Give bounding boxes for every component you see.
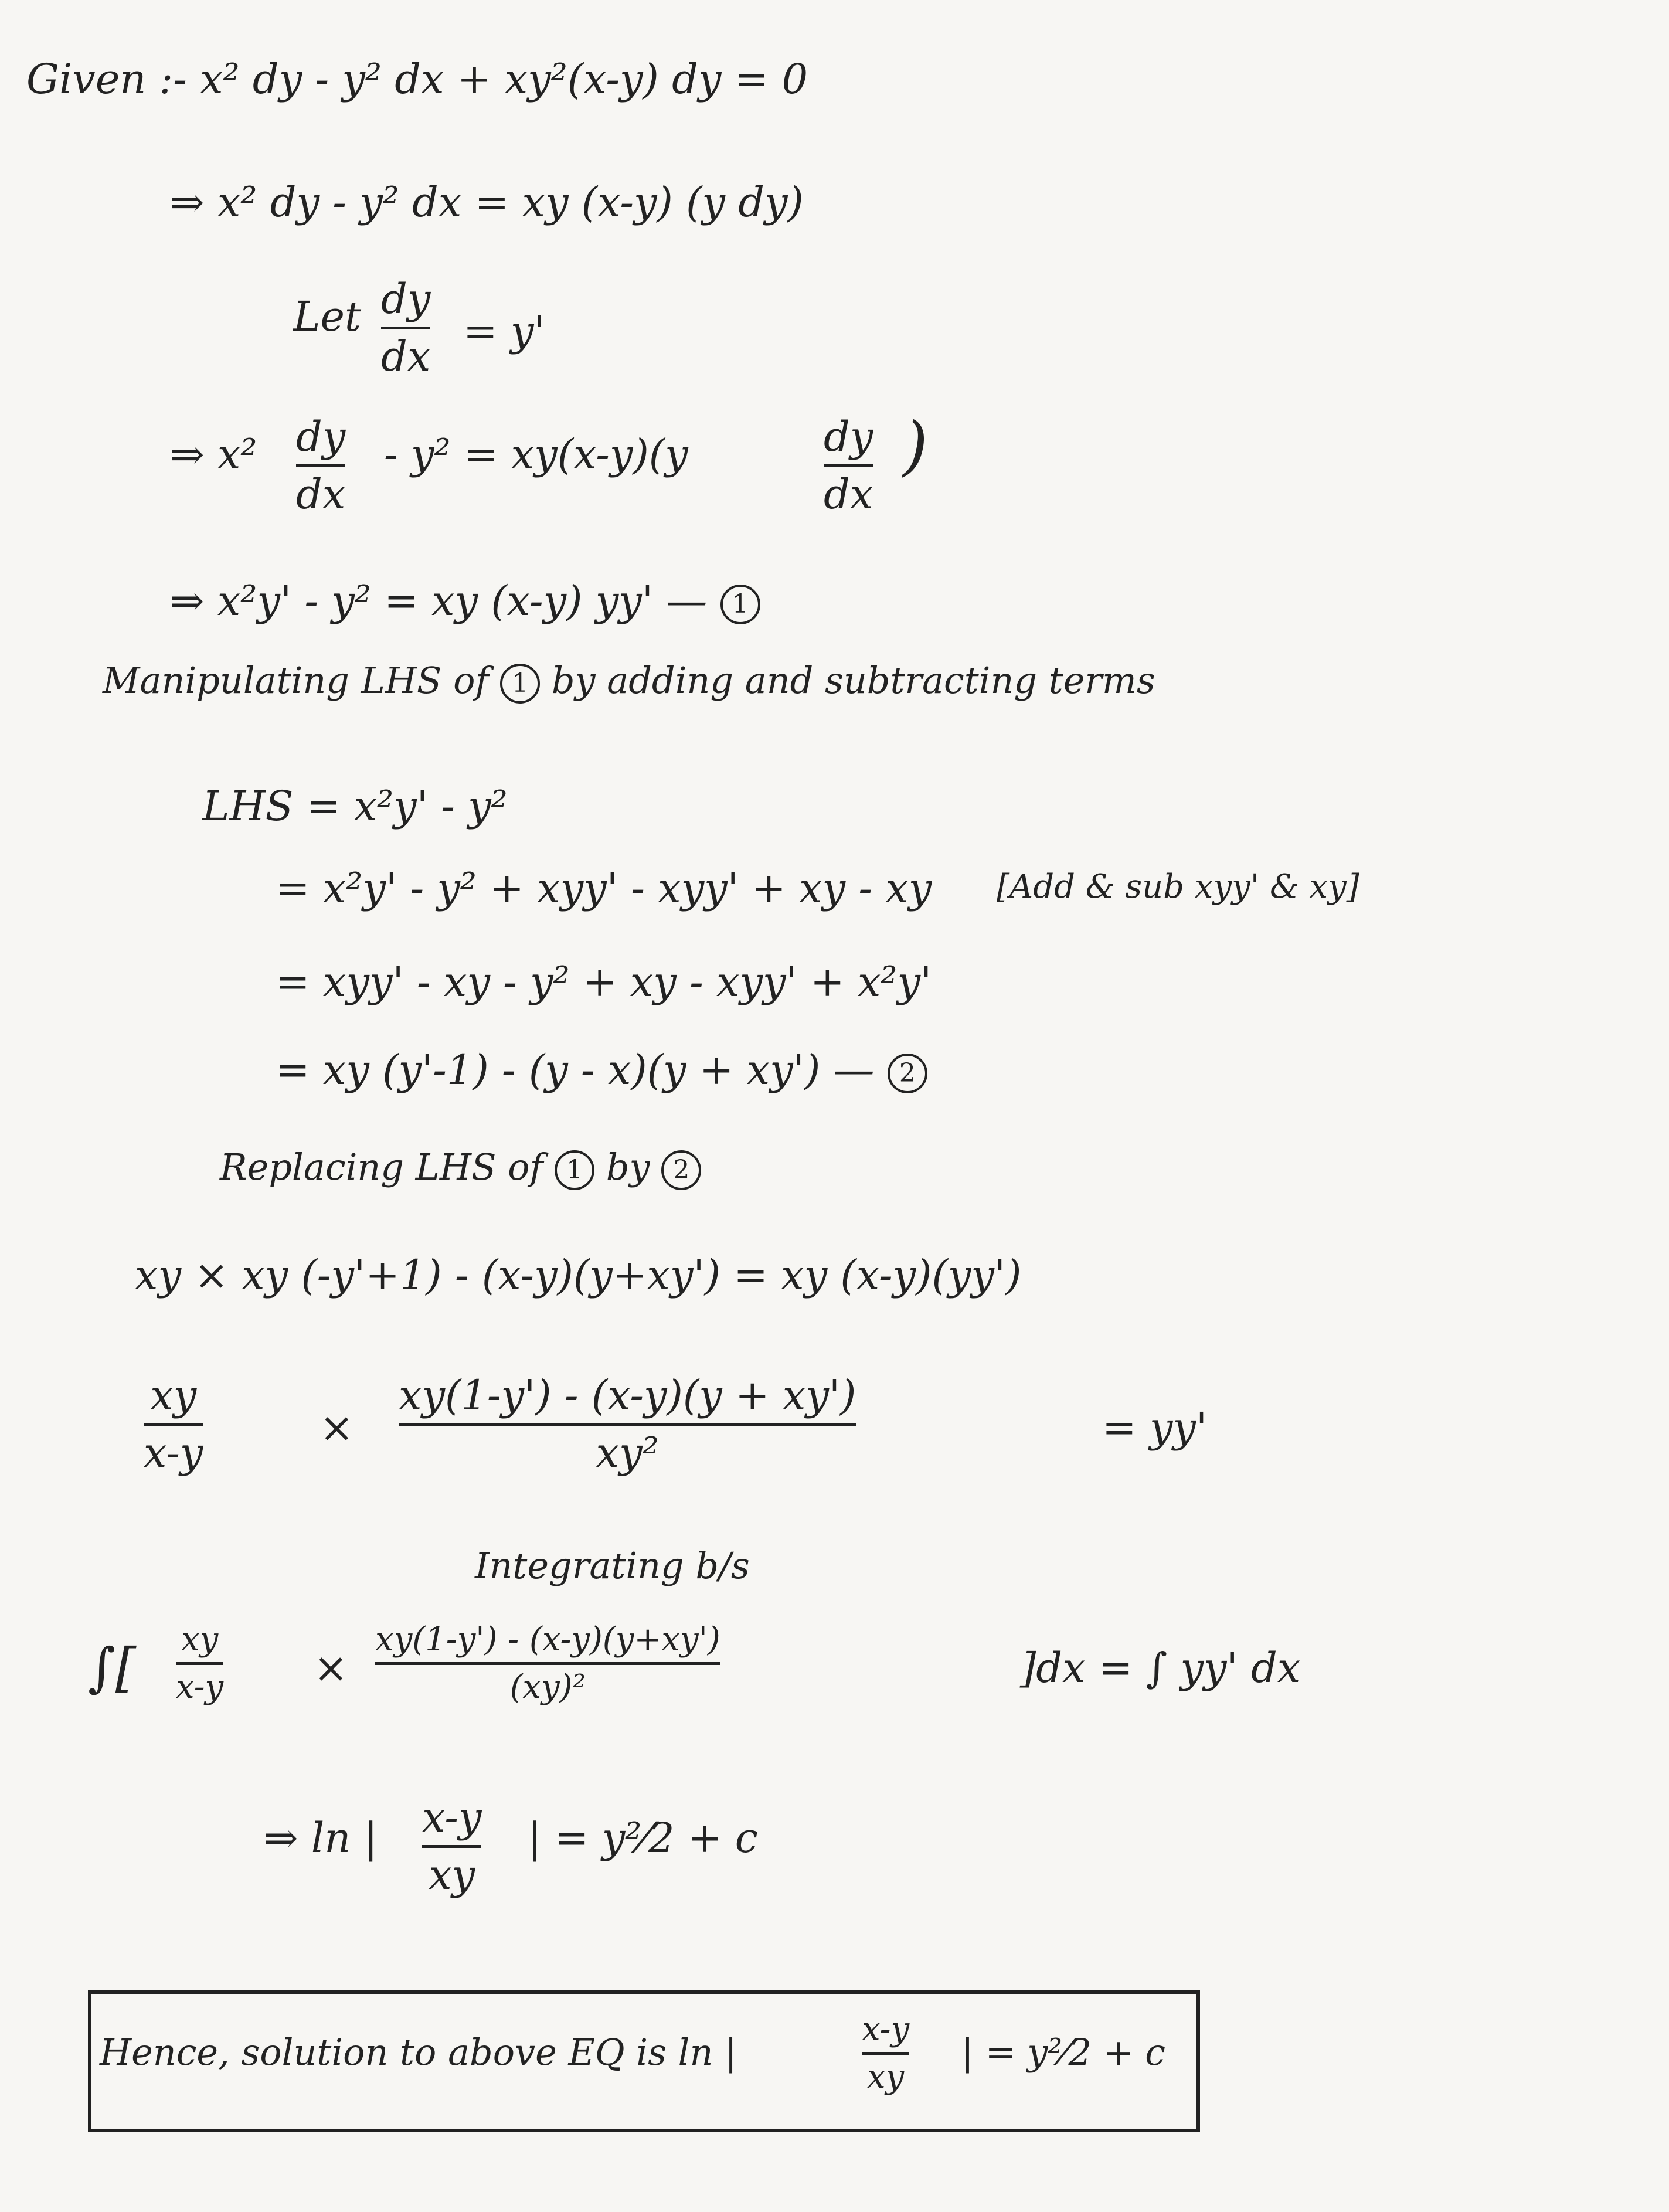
replacing-text: Replacing LHS of bbox=[220, 1146, 543, 1188]
manipulating-text-rest: by adding and subtracting terms bbox=[551, 659, 1155, 702]
result-prefix: ⇒ ln | bbox=[264, 1814, 378, 1862]
fraction-numerator: x-y bbox=[422, 1793, 482, 1841]
fraction-numerator: xy(1-y') - (x-y)(y + xy') bbox=[399, 1371, 856, 1419]
fraction-bar bbox=[862, 2052, 909, 2055]
equation-ref-1: 1 bbox=[555, 1150, 594, 1190]
manipulating-text: Manipulating LHS of bbox=[103, 659, 489, 702]
times-sign: × bbox=[314, 1644, 348, 1692]
fraction-bar bbox=[296, 464, 345, 467]
fraction-bar bbox=[144, 1423, 203, 1426]
integrating-note: Integrating b/s bbox=[475, 1544, 750, 1587]
lhs-over-xy-squared bbox=[399, 1372, 856, 1476]
fraction-denominator: (xy)² bbox=[509, 1668, 586, 1707]
substituted-equation: xy × xy (-y'+1) - (x-y)(y+xy') = xy (x-y)(yy') bbox=[135, 1251, 1022, 1299]
replacing-note bbox=[220, 1146, 701, 1190]
fraction-bar bbox=[375, 1662, 720, 1665]
manipulating-note bbox=[103, 659, 1155, 704]
step2-close-paren: ) bbox=[903, 408, 928, 483]
fraction-numerator: xy bbox=[150, 1371, 197, 1419]
dy-dx-fraction bbox=[296, 413, 345, 518]
step3-equation bbox=[170, 577, 760, 625]
lhs-line-2: = x²y' - y² + xyy' - xyy' + xy - xy bbox=[276, 864, 932, 912]
fraction-denominator: x-y bbox=[144, 1428, 203, 1477]
dy-dx-fraction bbox=[381, 276, 430, 380]
xy-over-x-minus-y bbox=[144, 1372, 203, 1476]
fraction-numerator: x-y bbox=[862, 2010, 910, 2048]
dy-dx-fraction bbox=[824, 413, 873, 518]
equation-number-1: 1 bbox=[720, 585, 760, 624]
equation-ref-1: 1 bbox=[500, 664, 540, 704]
final-answer-text: Hence, solution to above EQ is ln | bbox=[100, 2031, 737, 2074]
fraction-denominator: xy bbox=[866, 2058, 905, 2097]
add-sub-note: [Add & sub xyy' & xy] bbox=[997, 868, 1359, 906]
fraction-bar bbox=[422, 1845, 481, 1848]
fraction-numerator: xy bbox=[181, 1620, 219, 1659]
step-rearranged: ⇒ x² dy - y² dx = xy (x-y) (y dy) bbox=[170, 178, 804, 226]
replacing-by: by bbox=[606, 1146, 650, 1188]
integral-rhs: ]dx = ∫ yy' dx bbox=[1020, 1644, 1301, 1692]
fraction-numerator: dy bbox=[296, 413, 346, 461]
integrand-fraction bbox=[375, 1621, 720, 1707]
xy-over-x-minus-y bbox=[176, 1621, 223, 1707]
times-sign: × bbox=[319, 1404, 354, 1452]
step2-left: ⇒ x² bbox=[170, 430, 257, 478]
final-answer-rhs: | = y²⁄2 + c bbox=[961, 2031, 1166, 2074]
result-suffix: | = y²⁄2 + c bbox=[528, 1814, 758, 1862]
given-equation: Given :- x² dy - y² dx + xy²(x-y) dy = 0 bbox=[26, 55, 808, 103]
fraction-denominator: xy² bbox=[596, 1428, 659, 1477]
fraction-bar bbox=[176, 1662, 223, 1665]
fraction-denominator: dx bbox=[296, 470, 346, 518]
fraction-denominator: xy bbox=[429, 1850, 475, 1899]
integral-open: ∫[ bbox=[88, 1637, 137, 1698]
lhs-line-4 bbox=[276, 1046, 927, 1094]
step3-text: ⇒ x²y' - y² = xy (x-y) yy' — bbox=[170, 577, 708, 625]
fraction-numerator: dy bbox=[381, 275, 431, 323]
lhs-line-1: LHS = x²y' - y² bbox=[202, 782, 508, 830]
fraction-bar bbox=[399, 1423, 856, 1426]
fraction-denominator: x-y bbox=[176, 1668, 224, 1707]
lhs-line-3: = xyy' - xy - y² + xy - xyy' + x²y' bbox=[276, 958, 932, 1006]
fraction-bar bbox=[824, 464, 873, 467]
let-definition: = y' bbox=[463, 307, 545, 355]
fraction-bar bbox=[381, 327, 430, 329]
equation-ref-2: 2 bbox=[661, 1150, 701, 1190]
fraction-numerator: xy(1-y') - (x-y)(y+xy') bbox=[375, 1620, 720, 1659]
equals-yy-prime: = yy' bbox=[1102, 1404, 1208, 1452]
lhs-line-4-text: = xy (y'-1) - (y - x)(y + xy') — bbox=[276, 1046, 875, 1094]
let-label: Let bbox=[293, 293, 362, 341]
final-answer-fraction bbox=[862, 2011, 909, 2097]
fraction-denominator: dx bbox=[381, 332, 431, 380]
result-fraction bbox=[422, 1794, 481, 1898]
fraction-numerator: dy bbox=[824, 413, 873, 461]
step2-middle: - y² = xy(x-y)(y bbox=[384, 430, 688, 478]
fraction-denominator: dx bbox=[824, 470, 873, 518]
equation-number-2: 2 bbox=[888, 1054, 927, 1093]
